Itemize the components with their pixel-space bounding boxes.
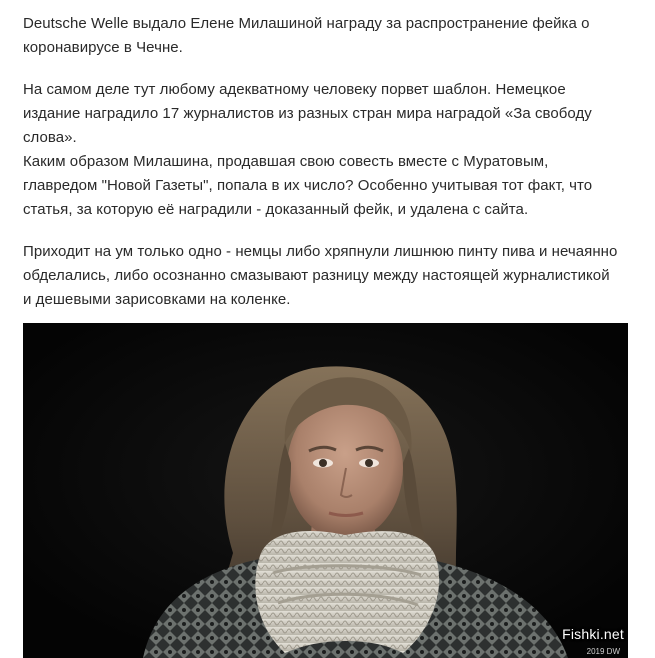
text-line: коронавирусе в Чечне. bbox=[23, 39, 183, 56]
text-line: Приходит на ум только одно - немцы либо хряпнули лишнюю пинту пива и нечаянно bbox=[23, 243, 618, 260]
text-line: главредом "Новой Газеты", попала в их число? Особенно учитывая тот факт, что bbox=[23, 177, 593, 194]
text-line: слова». bbox=[23, 129, 77, 146]
text-line: обделались, либо осознанно смазывают разницу между настоящей журналистикой bbox=[23, 267, 610, 284]
text-line: издание наградило 17 журналистов из разных стран мира наградой «За свободу bbox=[23, 105, 592, 122]
post-paragraph-1 bbox=[23, 12, 635, 60]
scarf-shape bbox=[255, 531, 439, 653]
post-photo[interactable] bbox=[23, 323, 628, 658]
photo-caption-fragment: 2019 DW bbox=[586, 647, 620, 656]
text-line: На самом деле тут любому адекватному человеку порвет шаблон. Немецкое bbox=[23, 81, 566, 98]
portrait-illustration bbox=[23, 323, 628, 658]
post-paragraph-2 bbox=[23, 78, 635, 222]
iris-left bbox=[319, 459, 327, 467]
fishki-watermark: Fishki.net bbox=[562, 626, 624, 642]
iris-right bbox=[365, 459, 373, 467]
post-paragraph-3 bbox=[23, 240, 635, 312]
text-line: Каким образом Милашина, продавшая свою совесть вместе с Муратовым, bbox=[23, 153, 549, 170]
text-line: Deutsche Welle выдало Елене Милашиной награду за распространение фейка о bbox=[23, 15, 590, 32]
text-line: статья, за которую её наградили - доказанный фейк, и удалена с сайта. bbox=[23, 201, 529, 218]
text-line: и дешевыми зарисовками на коленке. bbox=[23, 291, 291, 308]
post-body bbox=[23, 12, 635, 312]
